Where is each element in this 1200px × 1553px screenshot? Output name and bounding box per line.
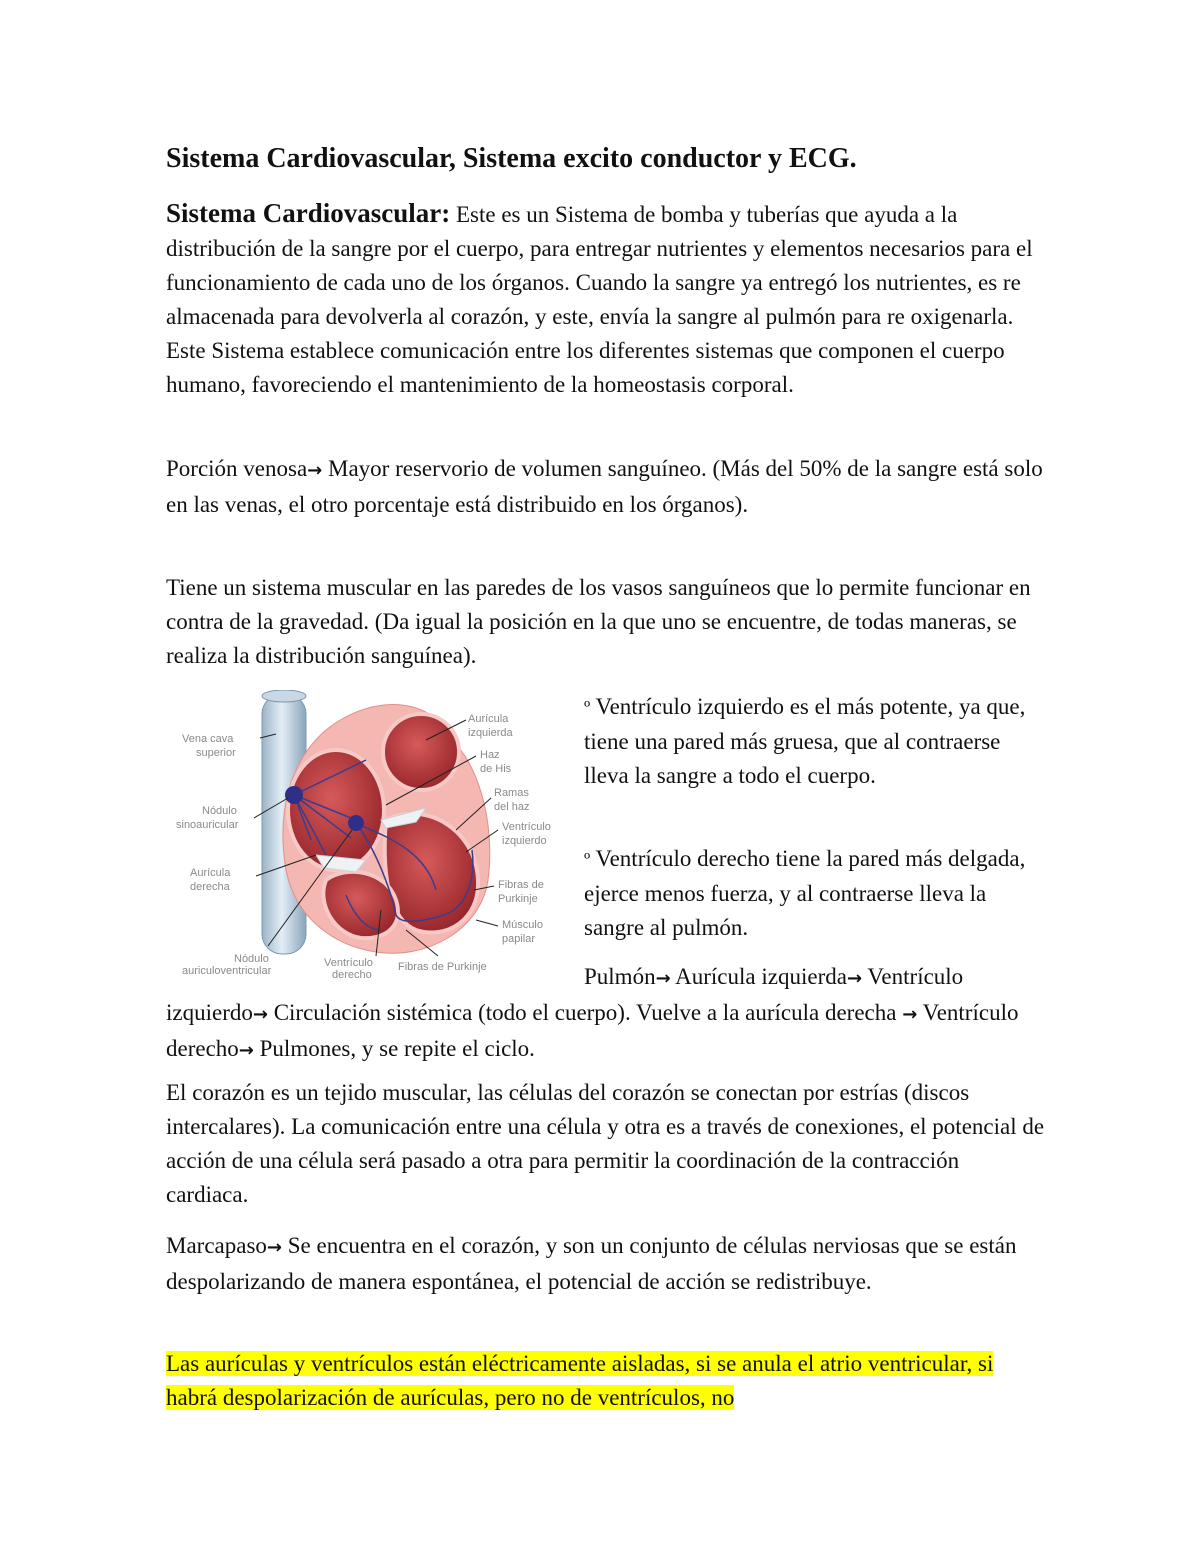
label-right-atrium: Aurícula	[190, 867, 231, 879]
bullet-icon: º	[584, 697, 591, 719]
left-ventricle-paragraph	[584, 690, 1044, 793]
label-right-atrium-2: derecha	[190, 881, 230, 893]
arrow-icon: →	[655, 968, 671, 989]
circulation-systemic: Circulación sistémica (todo el cuerpo). Vuelve a la aurícula derecha	[267, 1000, 903, 1025]
label-vena-cava: Vena cava	[182, 733, 234, 745]
label-left-ventricle-2: izquierdo	[502, 835, 547, 847]
intro-heading: Sistema Cardiovascular:	[166, 198, 451, 228]
label-av-node: Nódulo	[234, 953, 269, 965]
label-purkinje-bottom: Fibras de Purkinje	[398, 961, 487, 973]
circulation-left-atrium: Aurícula izquierda	[670, 964, 847, 989]
label-his-branches-2: del haz	[494, 801, 530, 813]
circulation-paragraph	[166, 960, 1046, 1068]
label-his: Haz	[480, 749, 500, 761]
label-his-2: de His	[480, 763, 512, 775]
label-his-branches: Ramas	[494, 787, 529, 799]
document-title: Sistema Cardiovascular, Sistema excito conductor y ECG.	[166, 143, 857, 174]
pacemaker-term: Marcapaso	[166, 1233, 267, 1258]
heart-diagram	[176, 690, 560, 980]
right-ventricle-text: Ventrículo derecho tiene la pared más delgada, ejerce menos fuerza, y al contraerse lleva la sangre al pulmón.	[584, 846, 1026, 940]
left-ventricle-text: Ventrículo izquierdo es el más potente, ya que, tiene una pared más gruesa, que al contraerse lleva la sangre a todo el cuerpo.	[584, 694, 1026, 788]
label-av-node-2: auriculoventricular	[182, 965, 272, 977]
intro-text: Este es un Sistema de bomba y tuberías que ayuda a la distribución de la sangre por el cuerpo, para entregar nutrientes y elementos necesarios para el funcionamiento de cada uno de los órganos. Cuando la sangre ya entregó los nutrientes, es re almacenada para devolverla al corazón, y este, envía la sangre al pulmón para re oxigenarla. Este Sistema establece comunicación entre los diferentes sistemas que componen el cuerpo humano, favoreciendo el mantenimiento de la homeostasis corporal.	[166, 202, 1033, 397]
right-ventricle-paragraph	[584, 842, 1044, 945]
venous-paragraph	[166, 452, 1046, 522]
label-sa-node-2: sinoauricular	[176, 819, 239, 831]
circulation-right-ventricle: Ventrículo derecho	[166, 1000, 1019, 1061]
arrow-icon: →	[902, 1004, 918, 1025]
label-right-ventricle: Ventrículo	[324, 957, 373, 969]
heart-conduction-figure	[176, 690, 560, 980]
arrow-icon: →	[252, 1004, 268, 1025]
label-purkinje-right: Fibras de	[498, 879, 544, 891]
pacemaker-text: Se encuentra en el corazón, y son un conjunto de células nerviosas que se están despolarizando de manera espontánea, el potencial de acción se redistribuye.	[166, 1233, 1017, 1294]
heart-tissue-paragraph: El corazón es un tejido muscular, las células del corazón se conectan por estrías (discos intercalares). La comunicación entre una célula y otra es a través de conexiones, el potencial de acción de una célula será pasado a otra para permitir la coordinación de la contracción cardiaca.	[166, 1080, 1045, 1207]
arrow-icon: →	[238, 1040, 254, 1061]
venous-text: Mayor reservorio de volumen sanguíneo. (Más del 50% de la sangre está solo en las venas, el otro porcentaje está distribuido en los órganos).	[166, 456, 1043, 517]
circulation-lungs: Pulmones, y se repite el ciclo.	[253, 1036, 535, 1061]
label-vena-cava-2: superior	[196, 747, 236, 759]
circulation-left-ventricle: Ventrículo izquierdo	[166, 964, 964, 1025]
circulation-lung: Pulmón	[584, 964, 656, 989]
label-sa-node: Nódulo	[202, 805, 237, 817]
label-right-ventricle-2: derecho	[332, 969, 372, 980]
bullet-icon: º	[584, 849, 591, 871]
arrow-icon: →	[307, 460, 323, 481]
label-papillary-2: papilar	[502, 933, 536, 945]
label-purkinje-right-2: Purkinje	[498, 893, 538, 905]
highlighted-text: Las aurículas y ventrículos están eléctricamente aisladas, si se anula el atrio ventricular, si habrá despolarización de aurículas, pero no de ventrículos, no	[166, 1351, 994, 1410]
label-left-ventricle: Ventrículo	[502, 821, 551, 833]
arrow-icon: →	[266, 1237, 282, 1258]
intro-paragraph	[166, 196, 1046, 402]
label-left-atrium: Aurícula	[468, 713, 509, 725]
label-papillary: Músculo	[502, 919, 543, 931]
muscular-paragraph: Tiene un sistema muscular en las paredes de los vasos sanguíneos que lo permite funcionar en contra de la gravedad. (Da igual la posición en la que uno se encuentre, de todas maneras, se realiza la distribución sanguínea).	[166, 575, 1031, 668]
label-left-atrium-2: izquierda	[468, 727, 513, 739]
venous-term: Porción venosa	[166, 456, 308, 481]
highlighted-paragraph	[166, 1347, 1046, 1415]
pacemaker-paragraph	[166, 1229, 1046, 1299]
arrow-icon: →	[846, 968, 863, 989]
